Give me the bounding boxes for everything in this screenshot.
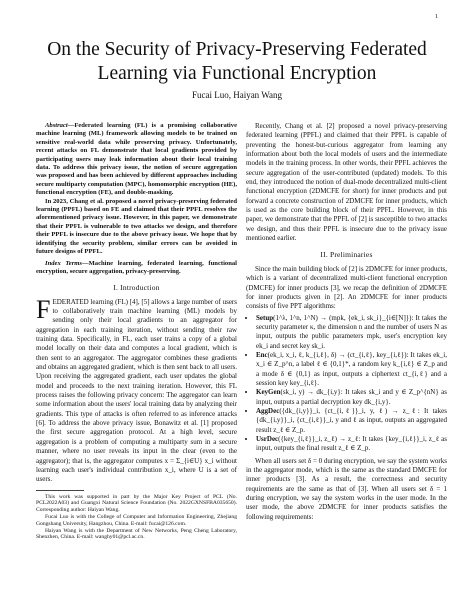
drop-cap: F	[36, 294, 51, 324]
algorithm-name: Setup	[256, 313, 274, 322]
footnote-divider	[36, 490, 84, 491]
right-intro-paragraph: Recently, Chang et al. [2] proposed a novel privacy-preserving federated learning (PPFL) and claimed that their PPFL is capable of preventing the honest-but-curious aggregator from learning any information about both the local models of users and the intermediate models in the training process. In other words, their PPFL achieves the secure aggregation of the user-contributed (updated) models. To this end, they introduced the notion of dual-mode decentralized multi-client functional encryption (2DMCFE for short) for inner products and put forward a concrete construction of 2DMCFE for inner products, which is used as the core building block of their PPFL. However, in this paper, we demonstrate that the PPFL of [2] is susceptible to two attacks we design, and thus their PPFL is insecure due to the privacy issue mentioned earlier.	[246, 122, 447, 243]
page-number: 1	[435, 14, 438, 20]
introduction-text: EDERATED learning (FL) [4], [5] allows a large number of users to collaboratively train machine learning (ML) models by sending only their local gradients to an aggregator for aggregation in each training iteration, without sending their raw training data. Specifically, in FL, each user trains a copy of a global model locally on their data and computes a local gradient, which is then sent to an aggregator. The aggregator combines these gradients and obtains an aggregated gradient, which is then sent back to all users. Upon receiving the aggregated gradient, each user updates the global model and proceeds to the next training iteration. However, this FL process raises the following privacy concern: The aggregator can learn some information about the users' local training data by analyzing their gradients. This type of attacks is often referred to as inference attacks [6]. To address the above privacy issue, Bonawitz et al. [1] proposed the first secure aggregation protocol. At a high level, secure aggregation is a problem of computing a multiparty sum in a secure manner, where no user reveals its input in the clear (even to the aggregator); that is, the aggregator computes x = Σ_{i∈U} x_i without learning each user's individual contribution x_i, where U is a set of users.	[36, 297, 237, 484]
introduction-paragraph	[36, 294, 237, 485]
algorithm-description: ({dk_{i,y}}_i, {ct_{i,ℓ}}_i, y, ℓ) → z_ℓ: It takes {dk_{i,y}}_i, {ct_{i,ℓ}}_i, y and ℓ as input, outputs an aggregated result z_ℓ ∈ Z_p.	[256, 406, 447, 434]
algorithm-setup	[256, 314, 447, 351]
index-terms-text: —Machine learning, federated learning, functional encryption, secure aggregation, privacy-preserving.	[36, 259, 237, 275]
algorithm-description: (sk_i, y) → dk_{i,y}: It takes sk_i and y ∈ Z_p^{nN} as input, outputs a partial decryption key dk_{i,y}.	[256, 388, 447, 406]
algorithm-description: (ek_i, x_i, ℓ, k_{i,ℓ}, δ) → (ct_{i,ℓ}, key_{i,ℓ}): It takes ek_i, x_i ∈ Z_p^n, a label ℓ ∈ {0,1}*, a random key k_{i,ℓ} ∈ Z_p and a mode δ ∈ {0,1} as input, outputs a ciphertext ct_{i,ℓ} and a session key key_{i,ℓ}.	[256, 350, 447, 387]
left-column	[36, 122, 237, 541]
paper-authors: Fucai Luo, Haiyan Wang	[191, 90, 283, 100]
algorithm-list	[246, 314, 447, 454]
algorithm-description: (1^λ, 1^n, 1^N) → (mpk, {ek_i, sk_i}_{i∈[N]}): It takes the security parameter κ, the dimension n and the number of users N as input, outputs the public parameters mpk, user's encryption key ek_i and secret key sk_i.	[256, 313, 447, 350]
footnote-author-1: Fucai Luo is with the College of Computer and Information Engineering, Zhejiang Gongshang University, Hangzhou, China. E-mail: fucai@126.com.	[36, 513, 237, 527]
algorithm-name: UsrDec	[256, 435, 279, 443]
right-column	[246, 122, 447, 522]
footnote-funding: This work was supported in part by the Major Key Project of PCL (No. PCL2022A03) and Guangxi Natural Science Foundation (No. 2022GXNSFBA035650). Corresponding author: Haiyan Wang.	[36, 493, 237, 514]
abstract-paragraph-2: In 2023, Chang et al. proposed a novel privacy-preserving federated learning (PPFL) based on FE and claimed that their PPFL resolves the aforementioned privacy issue. However, in this paper, we demonstrate that their PPFL is vulnerable to two attacks we design, and therefore their PPFL is insecure due to the above privacy issue. We hope that by identifying the security problem, similar errors can be avoided in future designs of PPFL.	[36, 197, 237, 256]
section-1-heading: I. Introduction	[113, 283, 160, 293]
algorithm-name: AggDec	[256, 406, 280, 415]
abstract-label: Abstract	[45, 122, 68, 129]
algorithm-enc	[256, 351, 447, 388]
footnote-author-2: Haiyan Wang is with the Department of New Networks, Peng Cheng Laboratory, Shenzhen, China. E-mail: wanghy01@pcl.ac.cn.	[36, 527, 237, 541]
algorithm-description: ({key_{i,ℓ}}_i, z_ℓ) → z_ℓ: It takes {key_{i,ℓ}}_i, z_ℓ as input, outputs the final result z_ℓ ∈ Z_p.	[256, 435, 447, 453]
algorithm-aggdec	[256, 407, 447, 435]
index-terms-label: Index Terms	[45, 259, 82, 267]
algorithm-usrdec	[256, 435, 447, 454]
algorithm-keygen	[256, 388, 447, 407]
section-2-heading: II. Preliminaries	[320, 250, 373, 260]
abstract-text: —Federated learning (FL) is a promising collaborative machine learning (ML) framework allowing models to be trained on sensitive real-world data while preserving privacy. Unfortunately, recent attacks on FL demonstrate that local gradients provided by participating users may leak information about their local training data. To address this privacy issue, the notion of secure aggregation was proposed and has been achieved by different approaches including secure multiparty computation (MPC), homomorphic encryption (HE), functional encryption (FE), and double-masking.	[36, 122, 237, 197]
algorithm-name: Enc	[256, 350, 268, 359]
paper-title: On the Security of Privacy-Preserving Federated Learning via Functional Encryption	[47, 39, 427, 84]
index-terms	[36, 260, 237, 277]
preliminaries-paragraph: Since the main building block of [2] is 2DMCFE for inner products, which is a variant of decentralized multi-client functional encryption (DMCFE) for inner products [3], we recap the definition of 2DMCFE for inner products given in [2]. An 2DMCFE for inner products consists of five PPT algorithms:	[246, 264, 447, 311]
algorithm-name: KeyGen	[256, 388, 281, 397]
mode-paragraph: When all users set δ = 0 during encryption, we say the system works in the aggregator mode, which is the same as the standard DMCFE for inner products [3]. As a result, the correctness and security requirements are the same as that of [3]. When all users set δ = 1 during encryption, we say the system works in the user mode. In the user mode, the above 2DMCFE for inner products satisfies the following requirements:	[246, 456, 447, 521]
abstract	[36, 122, 237, 198]
